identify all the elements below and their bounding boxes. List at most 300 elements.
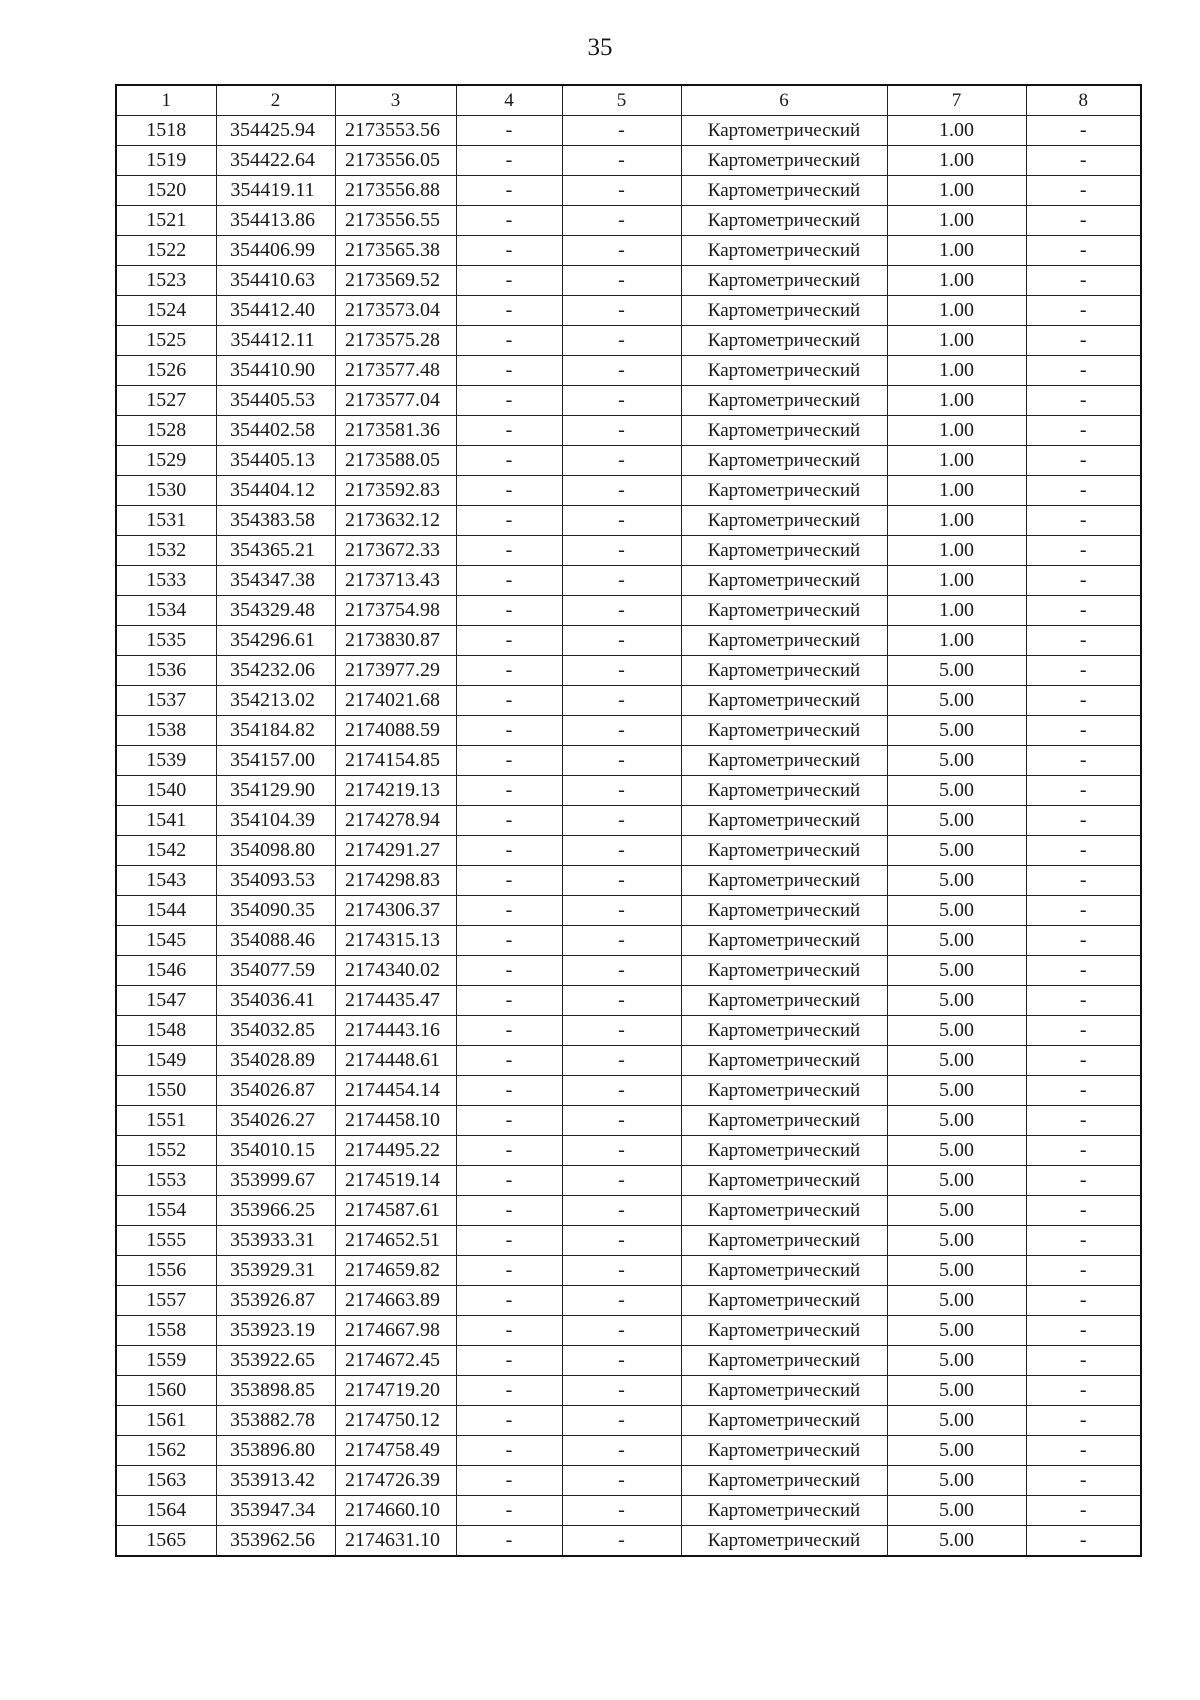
cell-x-coordinate: 354010.15 [216, 1136, 335, 1166]
cell-accuracy: 5.00 [887, 896, 1026, 926]
cell-col-5: - [562, 836, 681, 866]
cell-col-5: - [562, 1166, 681, 1196]
cell-col-5: - [562, 116, 681, 146]
column-header-2: 2 [216, 85, 335, 116]
cell-col-4: - [456, 536, 562, 566]
table-row [116, 1316, 1141, 1346]
cell-col-8: - [1026, 1316, 1141, 1346]
cell-col-5: - [562, 146, 681, 176]
table-row [116, 1286, 1141, 1316]
cell-col-5: - [562, 896, 681, 926]
cell-col-5: - [562, 1316, 681, 1346]
cell-y-coordinate: 2173553.56 [335, 116, 456, 146]
cell-x-coordinate: 354098.80 [216, 836, 335, 866]
table-row [116, 1376, 1141, 1406]
cell-col-4: - [456, 1016, 562, 1046]
cell-y-coordinate: 2174659.82 [335, 1256, 456, 1286]
cell-accuracy: 1.00 [887, 356, 1026, 386]
table-row [116, 1136, 1141, 1166]
cell-accuracy: 5.00 [887, 986, 1026, 1016]
cell-x-coordinate: 354213.02 [216, 686, 335, 716]
cell-col-8: - [1026, 1466, 1141, 1496]
cell-x-coordinate: 354129.90 [216, 776, 335, 806]
table-row [116, 776, 1141, 806]
cell-x-coordinate: 354413.86 [216, 206, 335, 236]
cell-col-5: - [562, 476, 681, 506]
cell-method: Картометрический [681, 956, 887, 986]
cell-col-4: - [456, 626, 562, 656]
cell-col-4: - [456, 656, 562, 686]
cell-point-number: 1537 [116, 686, 216, 716]
cell-col-4: - [456, 416, 562, 446]
cell-col-5: - [562, 746, 681, 776]
cell-col-5: - [562, 986, 681, 1016]
cell-col-5: - [562, 1016, 681, 1046]
cell-method: Картометрический [681, 446, 887, 476]
cell-y-coordinate: 2173713.43 [335, 566, 456, 596]
cell-accuracy: 5.00 [887, 1016, 1026, 1046]
cell-method: Картометрический [681, 1346, 887, 1376]
cell-accuracy: 5.00 [887, 806, 1026, 836]
cell-col-5: - [562, 1136, 681, 1166]
cell-x-coordinate: 353898.85 [216, 1376, 335, 1406]
cell-method: Картометрический [681, 536, 887, 566]
cell-point-number: 1559 [116, 1346, 216, 1376]
cell-col-8: - [1026, 506, 1141, 536]
cell-point-number: 1522 [116, 236, 216, 266]
cell-col-4: - [456, 776, 562, 806]
cell-point-number: 1538 [116, 716, 216, 746]
cell-y-coordinate: 2174660.10 [335, 1496, 456, 1526]
table-row [116, 1526, 1141, 1557]
cell-accuracy: 5.00 [887, 1286, 1026, 1316]
cell-y-coordinate: 2173556.88 [335, 176, 456, 206]
cell-method: Картометрический [681, 686, 887, 716]
cell-col-4: - [456, 386, 562, 416]
cell-col-4: - [456, 1496, 562, 1526]
cell-method: Картометрический [681, 716, 887, 746]
table-row [116, 686, 1141, 716]
cell-col-8: - [1026, 656, 1141, 686]
header-row [116, 85, 1141, 116]
cell-col-4: - [456, 1376, 562, 1406]
cell-method: Картометрический [681, 1016, 887, 1046]
cell-point-number: 1534 [116, 596, 216, 626]
cell-col-8: - [1026, 1196, 1141, 1226]
cell-method: Картометрический [681, 1286, 887, 1316]
cell-col-5: - [562, 866, 681, 896]
cell-col-4: - [456, 356, 562, 386]
cell-col-5: - [562, 356, 681, 386]
cell-col-4: - [456, 836, 562, 866]
cell-y-coordinate: 2173754.98 [335, 596, 456, 626]
cell-col-8: - [1026, 566, 1141, 596]
cell-method: Картометрический [681, 626, 887, 656]
cell-y-coordinate: 2174719.20 [335, 1376, 456, 1406]
cell-x-coordinate: 353882.78 [216, 1406, 335, 1436]
cell-method: Картометрический [681, 1496, 887, 1526]
cell-col-8: - [1026, 116, 1141, 146]
cell-col-5: - [562, 506, 681, 536]
cell-y-coordinate: 2173977.29 [335, 656, 456, 686]
cell-col-8: - [1026, 536, 1141, 566]
cell-col-8: - [1026, 1076, 1141, 1106]
cell-x-coordinate: 354404.12 [216, 476, 335, 506]
cell-col-5: - [562, 1346, 681, 1376]
cell-col-4: - [456, 686, 562, 716]
cell-accuracy: 5.00 [887, 1166, 1026, 1196]
cell-point-number: 1532 [116, 536, 216, 566]
cell-method: Картометрический [681, 476, 887, 506]
cell-x-coordinate: 354405.13 [216, 446, 335, 476]
cell-col-4: - [456, 1076, 562, 1106]
cell-col-5: - [562, 1406, 681, 1436]
cell-accuracy: 5.00 [887, 1136, 1026, 1166]
table-row [116, 1226, 1141, 1256]
cell-y-coordinate: 2174495.22 [335, 1136, 456, 1166]
cell-x-coordinate: 353896.80 [216, 1436, 335, 1466]
cell-col-4: - [456, 1106, 562, 1136]
table-body [116, 116, 1141, 1557]
cell-point-number: 1555 [116, 1226, 216, 1256]
cell-col-4: - [456, 446, 562, 476]
table-row [116, 626, 1141, 656]
cell-col-8: - [1026, 1136, 1141, 1166]
cell-point-number: 1547 [116, 986, 216, 1016]
table-row [116, 1046, 1141, 1076]
cell-col-8: - [1026, 1166, 1141, 1196]
cell-col-8: - [1026, 146, 1141, 176]
cell-method: Картометрический [681, 1136, 887, 1166]
cell-x-coordinate: 354383.58 [216, 506, 335, 536]
cell-col-5: - [562, 926, 681, 956]
cell-col-5: - [562, 236, 681, 266]
cell-point-number: 1546 [116, 956, 216, 986]
cell-col-5: - [562, 1376, 681, 1406]
cell-point-number: 1528 [116, 416, 216, 446]
cell-point-number: 1556 [116, 1256, 216, 1286]
cell-accuracy: 5.00 [887, 1256, 1026, 1286]
cell-point-number: 1523 [116, 266, 216, 296]
cell-col-8: - [1026, 236, 1141, 266]
cell-method: Картометрический [681, 206, 887, 236]
cell-method: Картометрический [681, 836, 887, 866]
cell-method: Картометрический [681, 1046, 887, 1076]
cell-y-coordinate: 2173632.12 [335, 506, 456, 536]
cell-x-coordinate: 354093.53 [216, 866, 335, 896]
cell-col-5: - [562, 206, 681, 236]
cell-method: Картометрический [681, 266, 887, 296]
column-header-5: 5 [562, 85, 681, 116]
table-row [116, 1436, 1141, 1466]
table-row [116, 536, 1141, 566]
cell-y-coordinate: 2173581.36 [335, 416, 456, 446]
cell-x-coordinate: 354026.27 [216, 1106, 335, 1136]
cell-accuracy: 1.00 [887, 566, 1026, 596]
cell-method: Картометрический [681, 1466, 887, 1496]
cell-y-coordinate: 2174652.51 [335, 1226, 456, 1256]
cell-col-8: - [1026, 416, 1141, 446]
coordinates-table [115, 84, 1142, 1557]
cell-col-5: - [562, 656, 681, 686]
cell-point-number: 1539 [116, 746, 216, 776]
cell-col-5: - [562, 716, 681, 746]
cell-x-coordinate: 353922.65 [216, 1346, 335, 1376]
cell-method: Картометрический [681, 236, 887, 266]
cell-point-number: 1535 [116, 626, 216, 656]
cell-accuracy: 5.00 [887, 926, 1026, 956]
cell-col-4: - [456, 1316, 562, 1346]
cell-col-4: - [456, 476, 562, 506]
table-row [116, 1166, 1141, 1196]
cell-x-coordinate: 353929.31 [216, 1256, 335, 1286]
cell-accuracy: 1.00 [887, 266, 1026, 296]
cell-method: Картометрический [681, 896, 887, 926]
cell-col-5: - [562, 1526, 681, 1557]
cell-x-coordinate: 354406.99 [216, 236, 335, 266]
cell-col-5: - [562, 1196, 681, 1226]
cell-col-8: - [1026, 836, 1141, 866]
cell-col-4: - [456, 716, 562, 746]
table-row [116, 506, 1141, 536]
cell-point-number: 1562 [116, 1436, 216, 1466]
cell-col-4: - [456, 1136, 562, 1166]
cell-accuracy: 5.00 [887, 1076, 1026, 1106]
cell-point-number: 1526 [116, 356, 216, 386]
cell-col-5: - [562, 1286, 681, 1316]
cell-y-coordinate: 2174443.16 [335, 1016, 456, 1046]
cell-x-coordinate: 354329.48 [216, 596, 335, 626]
cell-accuracy: 5.00 [887, 746, 1026, 776]
cell-col-8: - [1026, 716, 1141, 746]
cell-col-5: - [562, 416, 681, 446]
cell-y-coordinate: 2174154.85 [335, 746, 456, 776]
cell-col-8: - [1026, 926, 1141, 956]
table-row [116, 806, 1141, 836]
cell-accuracy: 5.00 [887, 1046, 1026, 1076]
column-header-6: 6 [681, 85, 887, 116]
table-row [116, 476, 1141, 506]
cell-col-4: - [456, 926, 562, 956]
table-row [116, 206, 1141, 236]
cell-y-coordinate: 2174021.68 [335, 686, 456, 716]
cell-col-4: - [456, 1436, 562, 1466]
cell-col-8: - [1026, 1406, 1141, 1436]
cell-col-4: - [456, 1226, 562, 1256]
cell-method: Картометрический [681, 1256, 887, 1286]
cell-y-coordinate: 2174726.39 [335, 1466, 456, 1496]
cell-x-coordinate: 354232.06 [216, 656, 335, 686]
cell-col-4: - [456, 956, 562, 986]
cell-method: Картометрический [681, 506, 887, 536]
cell-col-8: - [1026, 1016, 1141, 1046]
cell-method: Картометрический [681, 1406, 887, 1436]
table-row [116, 896, 1141, 926]
cell-point-number: 1565 [116, 1526, 216, 1557]
cell-col-4: - [456, 1256, 562, 1286]
cell-col-5: - [562, 1106, 681, 1136]
table-row [116, 446, 1141, 476]
cell-y-coordinate: 2173575.28 [335, 326, 456, 356]
cell-col-4: - [456, 1346, 562, 1376]
cell-col-8: - [1026, 386, 1141, 416]
cell-accuracy: 1.00 [887, 506, 1026, 536]
cell-col-5: - [562, 1076, 681, 1106]
cell-col-4: - [456, 1166, 562, 1196]
cell-point-number: 1563 [116, 1466, 216, 1496]
cell-accuracy: 5.00 [887, 1406, 1026, 1436]
cell-col-4: - [456, 596, 562, 626]
cell-col-4: - [456, 1286, 562, 1316]
cell-accuracy: 1.00 [887, 176, 1026, 206]
cell-col-8: - [1026, 446, 1141, 476]
cell-x-coordinate: 354419.11 [216, 176, 335, 206]
cell-x-coordinate: 354425.94 [216, 116, 335, 146]
cell-point-number: 1545 [116, 926, 216, 956]
cell-col-4: - [456, 296, 562, 326]
cell-accuracy: 1.00 [887, 596, 1026, 626]
table-row [116, 356, 1141, 386]
table-row [116, 836, 1141, 866]
cell-accuracy: 1.00 [887, 296, 1026, 326]
cell-method: Картометрический [681, 596, 887, 626]
cell-method: Картометрический [681, 776, 887, 806]
cell-method: Картометрический [681, 1076, 887, 1106]
cell-col-8: - [1026, 1526, 1141, 1557]
column-header-1: 1 [116, 85, 216, 116]
cell-col-5: - [562, 326, 681, 356]
cell-point-number: 1531 [116, 506, 216, 536]
cell-method: Картометрический [681, 386, 887, 416]
cell-x-coordinate: 353923.19 [216, 1316, 335, 1346]
cell-x-coordinate: 354296.61 [216, 626, 335, 656]
cell-accuracy: 5.00 [887, 1106, 1026, 1136]
cell-col-5: - [562, 596, 681, 626]
cell-x-coordinate: 354032.85 [216, 1016, 335, 1046]
cell-y-coordinate: 2174667.98 [335, 1316, 456, 1346]
cell-col-5: - [562, 1226, 681, 1256]
cell-col-8: - [1026, 356, 1141, 386]
cell-col-4: - [456, 1046, 562, 1076]
cell-method: Картометрический [681, 806, 887, 836]
table-row [116, 746, 1141, 776]
cell-col-5: - [562, 176, 681, 206]
cell-col-4: - [456, 176, 562, 206]
cell-point-number: 1527 [116, 386, 216, 416]
cell-point-number: 1553 [116, 1166, 216, 1196]
cell-col-8: - [1026, 686, 1141, 716]
table-row [116, 326, 1141, 356]
cell-col-4: - [456, 1196, 562, 1226]
cell-col-4: - [456, 206, 562, 236]
cell-col-4: - [456, 806, 562, 836]
cell-col-4: - [456, 326, 562, 356]
cell-y-coordinate: 2174519.14 [335, 1166, 456, 1196]
cell-col-4: - [456, 866, 562, 896]
cell-col-8: - [1026, 1256, 1141, 1286]
cell-x-coordinate: 354405.53 [216, 386, 335, 416]
cell-point-number: 1543 [116, 866, 216, 896]
cell-col-8: - [1026, 1436, 1141, 1466]
cell-accuracy: 1.00 [887, 206, 1026, 236]
cell-col-5: - [562, 1256, 681, 1286]
cell-point-number: 1536 [116, 656, 216, 686]
cell-method: Картометрический [681, 866, 887, 896]
cell-x-coordinate: 353947.34 [216, 1496, 335, 1526]
cell-x-coordinate: 354088.46 [216, 926, 335, 956]
table-row [116, 716, 1141, 746]
cell-col-8: - [1026, 1106, 1141, 1136]
cell-col-8: - [1026, 266, 1141, 296]
cell-accuracy: 1.00 [887, 416, 1026, 446]
cell-col-5: - [562, 296, 681, 326]
cell-col-5: - [562, 806, 681, 836]
cell-col-8: - [1026, 776, 1141, 806]
cell-col-8: - [1026, 326, 1141, 356]
cell-y-coordinate: 2173577.48 [335, 356, 456, 386]
cell-x-coordinate: 354036.41 [216, 986, 335, 1016]
cell-method: Картометрический [681, 116, 887, 146]
cell-point-number: 1557 [116, 1286, 216, 1316]
cell-accuracy: 1.00 [887, 476, 1026, 506]
cell-x-coordinate: 354365.21 [216, 536, 335, 566]
cell-col-5: - [562, 956, 681, 986]
cell-col-8: - [1026, 806, 1141, 836]
cell-y-coordinate: 2174088.59 [335, 716, 456, 746]
cell-point-number: 1542 [116, 836, 216, 866]
cell-y-coordinate: 2173588.05 [335, 446, 456, 476]
table-row [116, 926, 1141, 956]
cell-y-coordinate: 2174758.49 [335, 1436, 456, 1466]
cell-point-number: 1564 [116, 1496, 216, 1526]
column-header-4: 4 [456, 85, 562, 116]
cell-y-coordinate: 2173569.52 [335, 266, 456, 296]
cell-y-coordinate: 2174219.13 [335, 776, 456, 806]
cell-col-5: - [562, 1466, 681, 1496]
cell-x-coordinate: 354157.00 [216, 746, 335, 776]
cell-col-5: - [562, 446, 681, 476]
cell-accuracy: 5.00 [887, 956, 1026, 986]
cell-method: Картометрический [681, 1436, 887, 1466]
cell-accuracy: 1.00 [887, 146, 1026, 176]
cell-point-number: 1551 [116, 1106, 216, 1136]
cell-col-4: - [456, 986, 562, 1016]
cell-x-coordinate: 353926.87 [216, 1286, 335, 1316]
cell-method: Картометрический [681, 1316, 887, 1346]
cell-method: Картометрический [681, 656, 887, 686]
table-row [116, 176, 1141, 206]
cell-accuracy: 5.00 [887, 686, 1026, 716]
cell-accuracy: 5.00 [887, 776, 1026, 806]
cell-x-coordinate: 354410.90 [216, 356, 335, 386]
table-row [116, 956, 1141, 986]
cell-col-8: - [1026, 476, 1141, 506]
cell-col-4: - [456, 116, 562, 146]
cell-accuracy: 5.00 [887, 1526, 1026, 1557]
cell-method: Картометрический [681, 1526, 887, 1557]
cell-accuracy: 1.00 [887, 626, 1026, 656]
cell-point-number: 1558 [116, 1316, 216, 1346]
cell-col-5: - [562, 776, 681, 806]
cell-point-number: 1540 [116, 776, 216, 806]
cell-y-coordinate: 2173556.05 [335, 146, 456, 176]
table-row [116, 866, 1141, 896]
cell-method: Картометрический [681, 986, 887, 1016]
cell-col-8: - [1026, 746, 1141, 776]
cell-method: Картометрический [681, 926, 887, 956]
cell-col-5: - [562, 266, 681, 296]
cell-point-number: 1525 [116, 326, 216, 356]
